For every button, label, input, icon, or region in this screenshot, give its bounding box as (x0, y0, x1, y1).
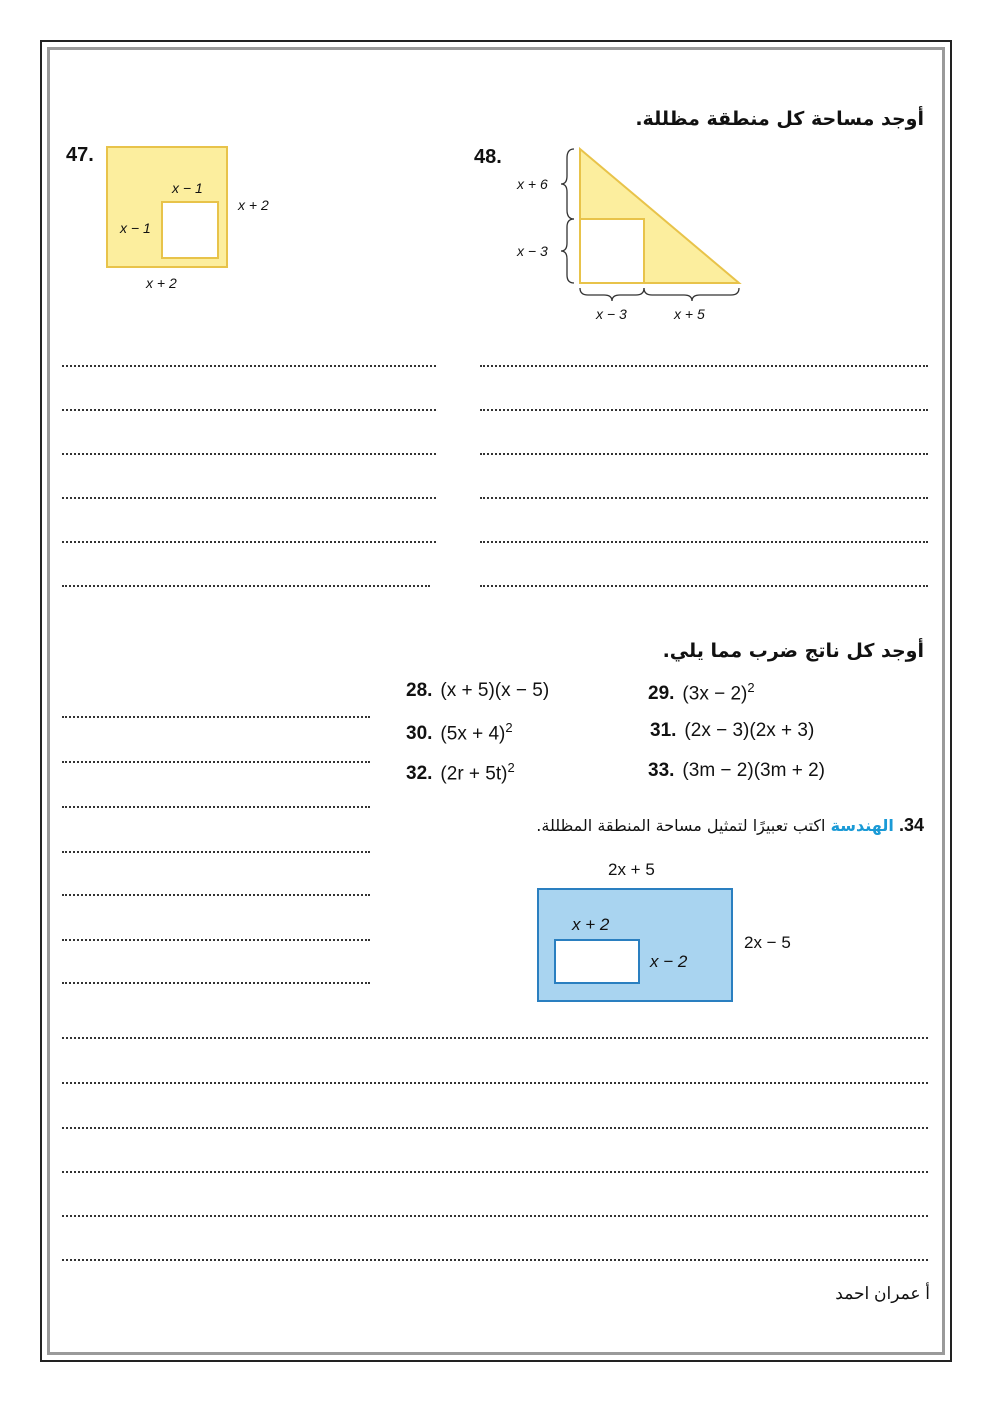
q48-inner-square (580, 219, 644, 283)
q47-inner-top-label: x − 1 (172, 180, 203, 196)
q34-outer-top-label: 2x + 5 (608, 860, 655, 879)
q34-figure (530, 880, 750, 1010)
section2-answer-line-1 (62, 716, 370, 718)
q48-brace-top (561, 149, 574, 219)
problem-31-expr: (2x − 3)(2x + 3) (684, 720, 815, 741)
problem-28 (406, 680, 549, 702)
q48-answer-line-1 (480, 365, 928, 367)
q48-answer-line-2 (480, 409, 928, 411)
q34-outer-side-label: 2x − 5 (744, 933, 791, 952)
problem-29-expr: (3x − 2) (682, 683, 748, 705)
problem-33-number: 33. (648, 760, 675, 781)
q48-answer-line-6 (480, 585, 928, 587)
problem-30-number: 30. (406, 723, 433, 745)
bottom-answer-line-2 (62, 1082, 928, 1084)
section2-answer-line-6 (62, 939, 370, 941)
q47-answer-line-3 (62, 453, 436, 455)
q34-text: اكتب تعبيرًا لتمثيل مساحة المنطقة المظللة. (536, 816, 826, 835)
q47-answer-line-5 (62, 541, 436, 543)
q48-figure (550, 140, 750, 310)
q48-bottom-right-label: x + 5 (674, 306, 705, 322)
problem-32-expr: (2r + 5t) (440, 763, 508, 785)
problem-31-number: 31. (650, 720, 677, 741)
q47-outer-side-label: x + 2 (238, 197, 269, 213)
bottom-answer-line-3 (62, 1127, 928, 1129)
problem-29 (648, 680, 755, 705)
problem-32-number: 32. (406, 763, 433, 785)
problem-30-exponent: 2 (505, 720, 513, 735)
q47-answer-line-6 (62, 585, 430, 587)
q34-prompt (404, 812, 924, 839)
problem-28-expr: (x + 5)(x − 5) (440, 680, 550, 701)
bottom-answer-line-4 (62, 1171, 928, 1173)
q47-number: 47. (66, 144, 94, 166)
problem-30-expr: (5x + 4) (440, 723, 506, 745)
problem-30 (406, 720, 513, 745)
q34-title: الهندسة (830, 816, 894, 835)
problem-29-number: 29. (648, 683, 675, 705)
section2-answer-line-3 (62, 806, 370, 808)
q47-answer-line-4 (62, 497, 436, 499)
bottom-answer-line-6 (62, 1259, 928, 1261)
problem-32 (406, 760, 515, 785)
q34-inner-side-label: x − 2 (650, 952, 688, 971)
section1-heading: أوجد مساحة كل منطقة مظللة. (635, 108, 924, 130)
q48-answer-line-4 (480, 497, 928, 499)
section2-answer-line-2 (62, 761, 370, 763)
problem-33-expr: (3m − 2)(3m + 2) (682, 760, 825, 781)
q47-inner-square (162, 202, 218, 258)
q47-answer-line-2 (62, 409, 436, 411)
problem-28-number: 28. (406, 680, 433, 701)
author-name: أ عمران احمد (835, 1284, 930, 1303)
q47-outer-bottom-label: x + 2 (146, 275, 177, 291)
section2-answer-line-5 (62, 894, 370, 896)
problem-31 (650, 720, 814, 742)
q48-left-bottom-label: x − 3 (517, 243, 548, 259)
q48-brace-bottom-right (644, 288, 739, 301)
problem-32-exponent: 2 (507, 760, 515, 775)
bottom-answer-line-5 (62, 1215, 928, 1217)
q34-inner-top-label: x + 2 (572, 915, 610, 934)
section2-answer-line-4 (62, 851, 370, 853)
problem-29-exponent: 2 (747, 680, 755, 695)
q48-bottom-left-label: x − 3 (596, 306, 627, 322)
section2-answer-line-7 (62, 982, 370, 984)
q48-left-top-label: x + 6 (517, 176, 548, 192)
problem-33 (648, 760, 825, 782)
q48-number: 48. (474, 146, 502, 168)
q34-inner-rect (555, 940, 639, 983)
q48-answer-line-3 (480, 453, 928, 455)
q47-answer-line-1 (62, 365, 436, 367)
bottom-answer-line-1 (62, 1037, 928, 1039)
section2-heading: أوجد كل ناتج ضرب مما يلي. (662, 640, 924, 662)
q48-brace-bottom-left (580, 288, 644, 301)
q48-answer-line-5 (480, 541, 928, 543)
q48-brace-bottom (561, 219, 574, 283)
q47-inner-side-label: x − 1 (120, 220, 151, 236)
q34-number: 34. (898, 815, 924, 835)
